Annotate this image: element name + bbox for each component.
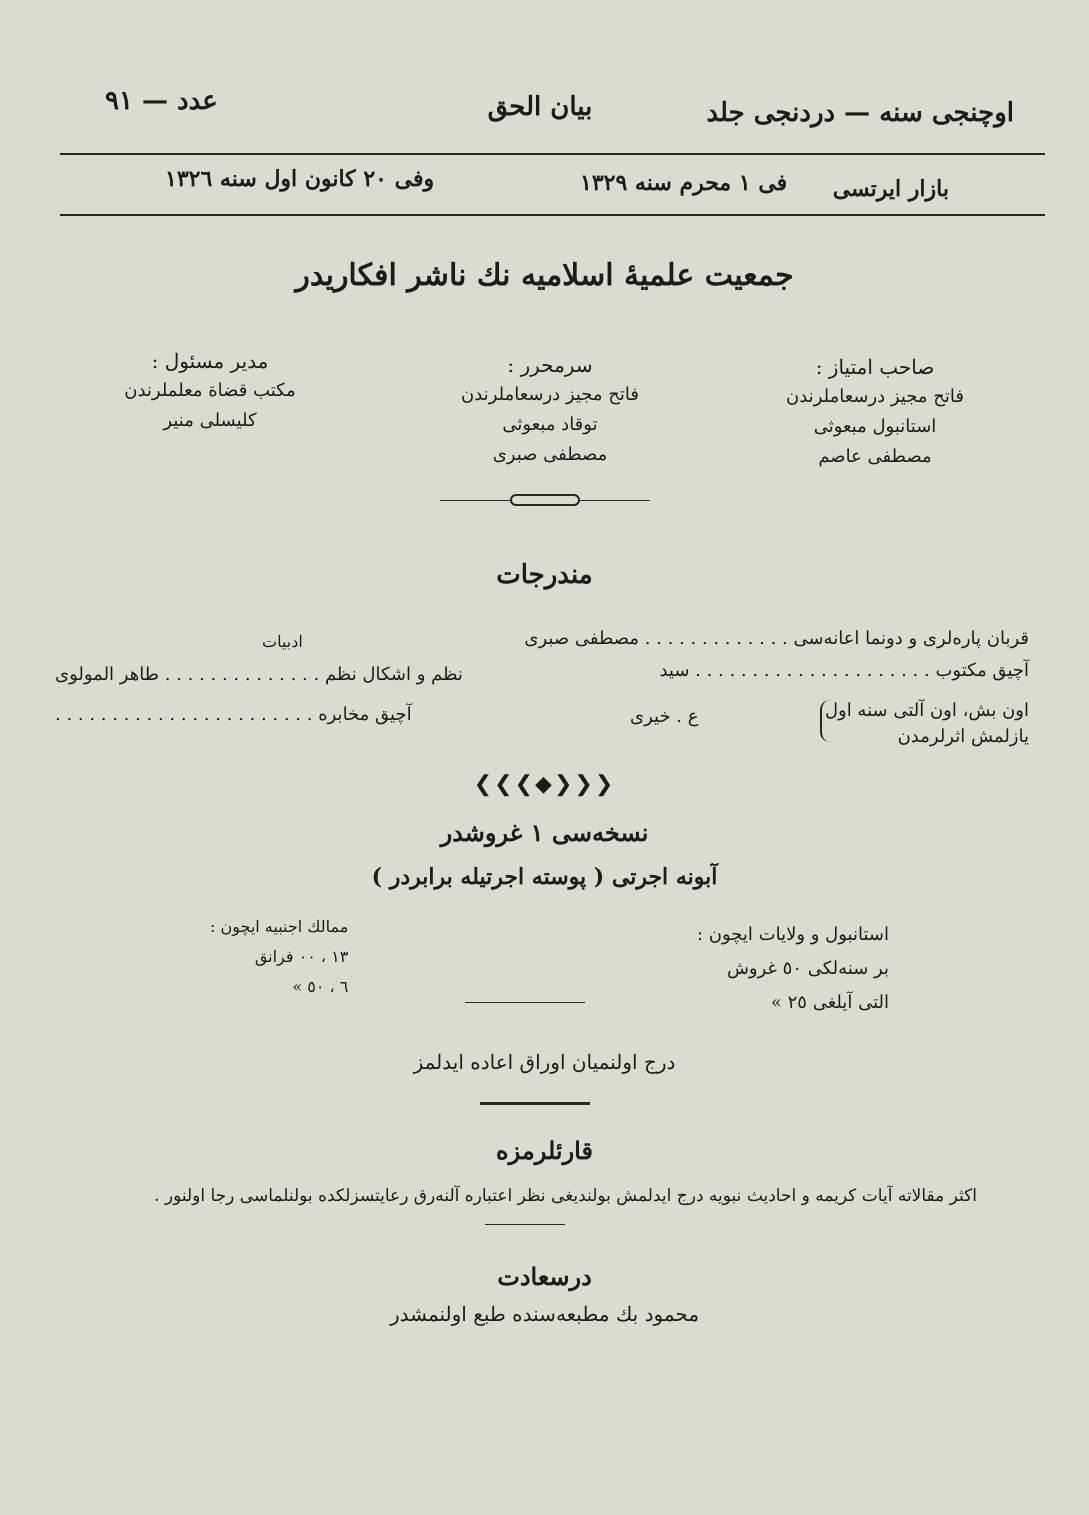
owner-label: صاحب امتیاز : — [815, 355, 935, 379]
ornament-divider-2: ❮❮❮◆❯❯❯ — [473, 772, 616, 797]
price-divider — [465, 1002, 585, 1003]
toc-left-heading: ادبیات — [262, 632, 303, 651]
editor-line2: توقاد مبعوثی — [502, 414, 598, 435]
ornament-divider-1 — [440, 500, 650, 502]
domestic-row2: التی آیلغی ٢٥ » — [770, 992, 889, 1013]
volume-year: اوچنجی سنه — دردنجی جلد — [706, 98, 1014, 128]
foreign-rates — [210, 912, 348, 1002]
owner-name: مصطفی عاصم — [818, 446, 932, 467]
weekday: بازار ایرتسی — [832, 176, 949, 202]
manager-column — [80, 346, 340, 436]
readers-title: قارئلرمزه — [496, 1136, 593, 1165]
toc-right-item-3-line1: اون بش، اون آلتی سنه اول — [824, 700, 1029, 721]
toc-left-item-1: نظم و اشکال نظم . . . . . . . . . . . . . . طاهر المولوی — [55, 664, 463, 685]
hijri-date: فی ١ محرم سنه ١٣٢٩ — [580, 170, 788, 196]
manager-name: کلیسلی منیر — [163, 410, 257, 431]
foreign-row2: ٦ ، ٥٠ » — [292, 977, 349, 996]
brace — [820, 700, 838, 742]
manager-line1: مکتب قضاة معلملرندن — [124, 380, 296, 401]
domestic-label: استانبول و ولایات ایچون : — [696, 924, 889, 945]
issue-number: عدد — ٩١ — [105, 86, 218, 116]
toc-right-item-3 — [825, 698, 1029, 750]
manager-label: مدیر مسئول : — [151, 349, 269, 373]
editor-name: مصطفی صبری — [492, 444, 608, 465]
editor-label: سرمحرر : — [507, 353, 593, 377]
subscription-note: آبونه اجرتی ( پوسته اجرتیله برابردر ) — [371, 864, 718, 890]
foreign-row1: ١٣ ، ٠٠ فرانق — [254, 947, 349, 966]
journal-name: بيان الحق — [487, 92, 593, 122]
toc-right-item-2: آچیق مکتوب . . . . . . . . . . . . . . . . . . . . . سید — [659, 660, 1029, 681]
toc-left-item-2: آچیق مخابره . . . . . . . . . . . . . . . . . . . . . . . — [55, 704, 412, 725]
readers-text: اکثر مقالاته آیات کریمه و احادیث نبویه درج ایدلمش بولندیغی نظر اعتباره آلنه‌رق رعایتسزلکده بولنلماسی رجا اولنور . — [154, 1186, 977, 1206]
copy-price: نسخه‌سی ١ غروشدر — [440, 818, 649, 847]
header-rule-bottom — [60, 214, 1045, 216]
owner-column — [745, 352, 1005, 472]
readers-divider — [485, 1224, 565, 1225]
rumi-date: وفی ٢٠ کانون اول سنه ١٣٢٦ — [165, 166, 435, 192]
editor-column — [420, 350, 680, 470]
notice-divider — [480, 1102, 590, 1105]
contents-title: مندرجات — [496, 560, 593, 590]
toc-right-item-3-author: ع . خیری — [630, 706, 699, 727]
footer-city: درسعادت — [497, 1262, 592, 1291]
toc-right-item-3-line2: یازلمش اثرلرمدن — [897, 726, 1029, 747]
tagline: جمعیت علمیهٔ اسلامیه نك ناشر افکاریدر — [295, 258, 794, 293]
header-rule-top — [60, 153, 1045, 155]
owner-line1: فاتح مجیز درسعاملرندن — [786, 386, 964, 407]
toc-right-item-1: قربان پاره‌لری و دونما اعانه‌سی . . . . . . . . . . . . . مصطفی صبری — [524, 628, 1029, 649]
footer-printer: محمود بك مطبعه‌سنده طبع اولنمشدر — [389, 1302, 700, 1326]
owner-line2: استانبول مبعوثی — [813, 416, 937, 437]
domestic-row1: بر سنه‌لکی ٥٠ غروش — [726, 958, 889, 979]
foreign-label: ممالك اجنبیه ایچون : — [210, 917, 349, 936]
return-notice: درج اولنمیان اوراق اعاده ایدلمز — [413, 1050, 676, 1074]
editor-line1: فاتح مجیز درسعاملرندن — [461, 384, 639, 405]
domestic-rates — [697, 918, 889, 1020]
